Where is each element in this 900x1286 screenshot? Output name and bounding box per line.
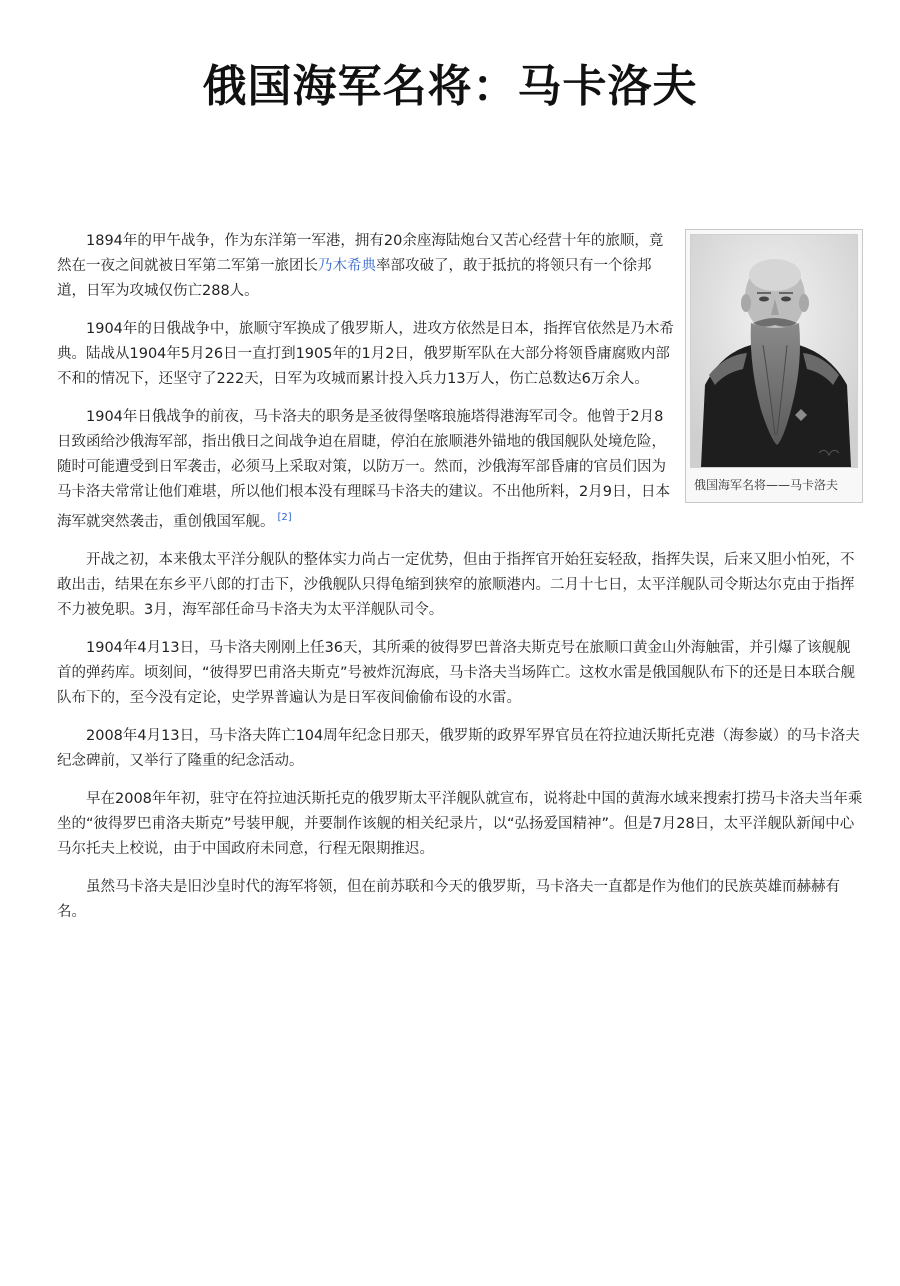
article-paragraph: 开战之初，本来俄太平洋分舰队的整体实力尚占一定优势，但由于指挥官开始狂妄轻敌，指挥失误，后来又胆小怕死，不敢出击，结果在东乡平八郎的打击下，沙俄舰队只得龟缩到狭窄的旅顺港内。二月十七日，太平洋舰队司令斯达尔克由于指挥不力被免职。3月，海军部任命马卡洛夫为太平洋舰队司令。 [57,551,855,618]
article-paragraph: 虽然马卡洛夫是旧沙皇时代的海军将领，但在前苏联和今天的俄罗斯，马卡洛夫一直都是作为他们的民族英雄而赫赫有名。 [57,878,840,920]
article-paragraph: 1904年的日俄战争中，旅顺守军换成了俄罗斯人，进攻方依然是日本，指挥官依然是乃木希典。陆战从1904年5月26日一直打到1905年的1月2日，俄罗斯军队在大部分将领昏庸腐败内部不和的情况下，还坚守了222天，日军为攻城而累计投入兵力13万人，伤亡总数达6万余人。 [57,321,674,387]
article-body [57,229,863,938]
article-paragraph: 早在2008年年初，驻守在符拉迪沃斯托克的俄罗斯太平洋舰队就宣布，说将赴中国的黄海水域来搜索打捞马卡洛夫当年乘坐的“彼得罗巴甫洛夫斯克”号装甲舰，并要制作该舰的相关纪录片，以“弘扬爱国精神”。但是7月28日，太平洋舰队新闻中心马尔托夫上校说，由于中国政府未同意，行程无限期推迟。 [57,790,863,857]
paragraph-text: 1894年的甲午战争，作为东洋第一军港，拥有20余座海陆炮台又苦心经营十年的旅顺，竟然在一夜之间就被日军第二军第一旅团长 [57,233,664,274]
makarov-portrait-image [690,234,858,468]
citation-link[interactable]: [2] [277,512,292,523]
paragraph-text: 1904年日俄战争的前夜，马卡洛夫的职务是圣彼得堡喀琅施塔得港海军司令。他曾于2月8日致函给沙俄海军部，指出俄日之间战争迫在眉睫，停泊在旅顺港外锚地的俄国舰队处境危险，随时可能遭受到日军袭击，必须马上采取对策，以防万一。然而，沙俄海军部昏庸的官员们因为马卡洛夫常常让他们难堪，所以他们根本没有理睬马卡洛夫的建议。不出他所料，2月9日，日本海军就突然袭击，重创俄国军舰。 [57,409,670,530]
portrait-caption: 俄国海军名将——马卡洛夫 [694,478,839,492]
page-title: 俄国海军名将：马卡洛夫 [202,61,698,112]
paragraph-text: 率部攻破了，敢于抵抗的将领只有一个徐邦道，日军为攻城仅伤亡288人。 [57,258,652,299]
nogi-maresuke-link[interactable]: 乃木希典 [318,258,376,274]
article-paragraph: 2008年4月13日，马卡洛夫阵亡104周年纪念日那天，俄罗斯的政界军界官员在符拉迪沃斯托克港（海参崴）的马卡洛夫纪念碑前，又举行了隆重的纪念活动。 [57,727,860,769]
article-paragraph: 1904年4月13日，马卡洛夫刚刚上任36天，其所乘的彼得罗巴普洛夫斯克号在旅顺口黄金山外海触雷，并引爆了该舰舰首的弹药库。顷刻间，“彼得罗巴甫洛夫斯克”号被炸沉海底，马卡洛夫当场阵亡。这枚水雷是俄国舰队布下的还是日本联合舰队布下的，至今没有定论，史学界普遍认为是日军夜间偷偷布设的水雷。 [57,639,856,706]
portrait-figure [685,229,863,503]
